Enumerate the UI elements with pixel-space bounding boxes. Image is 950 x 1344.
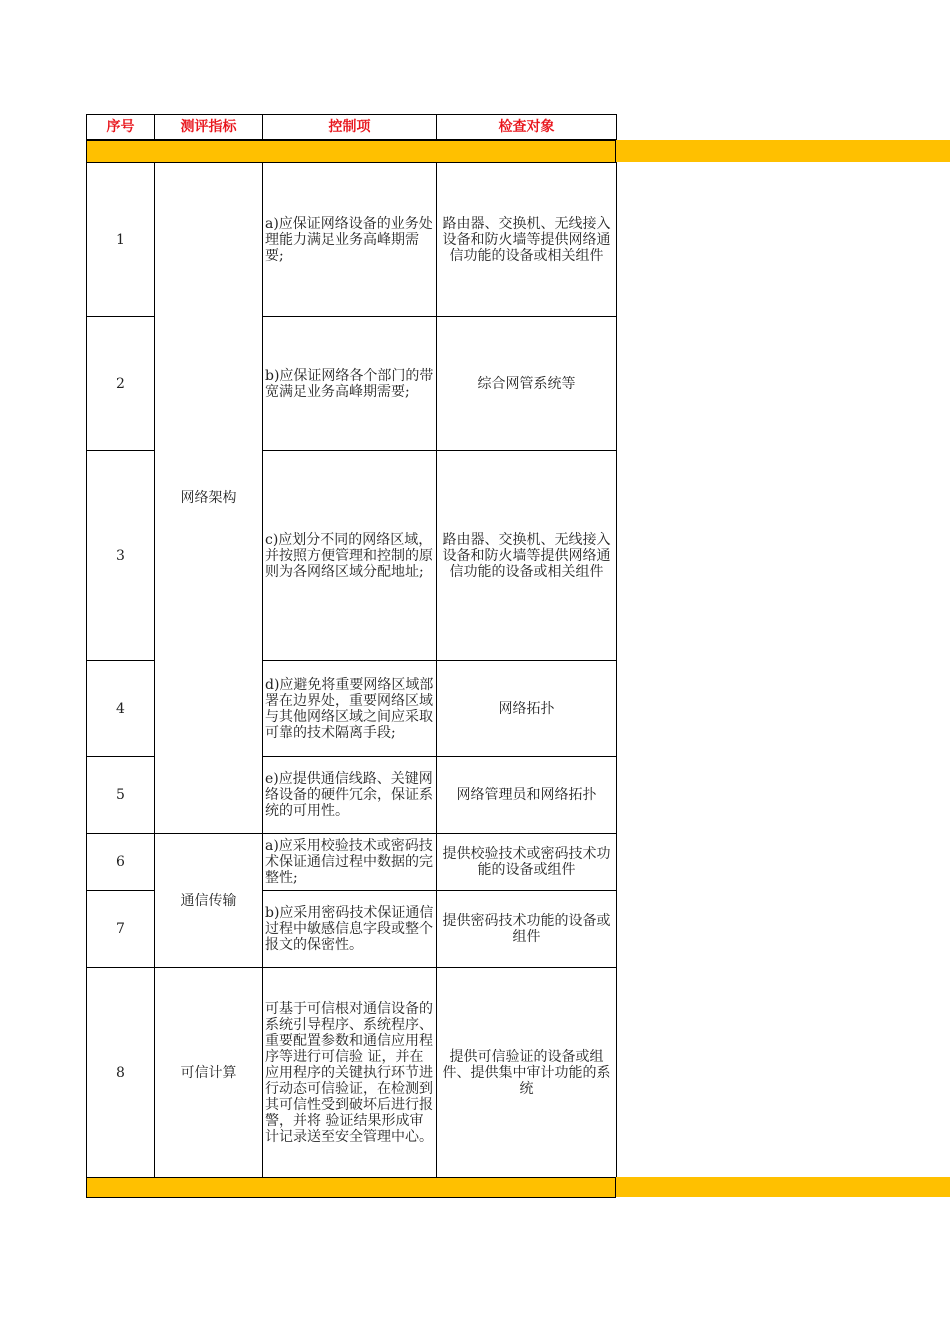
row-target-2: 综合网管系统等: [436, 316, 617, 451]
row-seq-2: 2: [86, 316, 155, 451]
row-target-1: 路由器、交换机、无线接入设备和防火墙等提供网络通信功能的设备或相关组件: [436, 162, 617, 317]
row-control-8: 可基于可信根对通信设备的系统引导程序、系统程序、重要配置参数和通信应用程序等进行可信验 证，并在应用程序的关键执行环节进行动态可信验证，在检测到其可信性受到破坏后进行报警，并将 验证结果形成审计记录送至安全管理中心。: [262, 967, 437, 1178]
row-target-4: 网络拓扑: [436, 660, 617, 757]
row-control-4: d)应避免将重要网络区域部署在边界处，重要网络区域与其他网络区域之间应采取可靠的技术隔离手段;: [262, 660, 437, 757]
row-control-1: a)应保证网络设备的业务处理能力满足业务高峰期需要;: [262, 162, 437, 317]
group-communication-transfer: 通信传输: [154, 833, 263, 968]
row-target-6: 提供校验技术或密码技术功能的设备或组件: [436, 833, 617, 891]
section-band-bottom-border: [86, 1177, 616, 1198]
row-control-5: e)应提供通信线路、关键网络设备的硬件冗余，保证系统的可用性。: [262, 756, 437, 834]
row-seq-1: 1: [86, 162, 155, 317]
row-control-3: c)应划分不同的网络区域，并按照方便管理和控制的原则为各网络区域分配地址;: [262, 450, 437, 661]
row-target-5: 网络管理员和网络拓扑: [436, 756, 617, 834]
header-target: 检查对象: [436, 114, 617, 140]
row-seq-6: 6: [86, 833, 155, 891]
row-control-2: b)应保证网络各个部门的带宽满足业务高峰期需要;: [262, 316, 437, 451]
section-band-top-border: [86, 140, 616, 163]
row-seq-8: 8: [86, 967, 155, 1178]
row-seq-5: 5: [86, 756, 155, 834]
row-target-7: 提供密码技术功能的设备或组件: [436, 890, 617, 968]
row-control-7: b)应采用密码技术保证通信过程中敏感信息字段或整个报文的保密性。: [262, 890, 437, 968]
group-network-architecture: 网络架构: [154, 162, 263, 834]
row-control-6: a)应采用校验技术或密码技术保证通信过程中数据的完整性;: [262, 833, 437, 891]
header-seq: 序号: [86, 114, 155, 140]
row-target-8: 提供可信验证的设备或组件、提供集中审计功能的系统: [436, 967, 617, 1178]
header-indicator: 测评指标: [154, 114, 263, 140]
row-target-3: 路由器、交换机、无线接入设备和防火墙等提供网络通信功能的设备或相关组件: [436, 450, 617, 661]
row-seq-7: 7: [86, 890, 155, 968]
row-seq-3: 3: [86, 450, 155, 661]
header-control: 控制项: [262, 114, 437, 140]
group-trusted-computing: 可信计算: [154, 967, 263, 1178]
row-seq-4: 4: [86, 660, 155, 757]
